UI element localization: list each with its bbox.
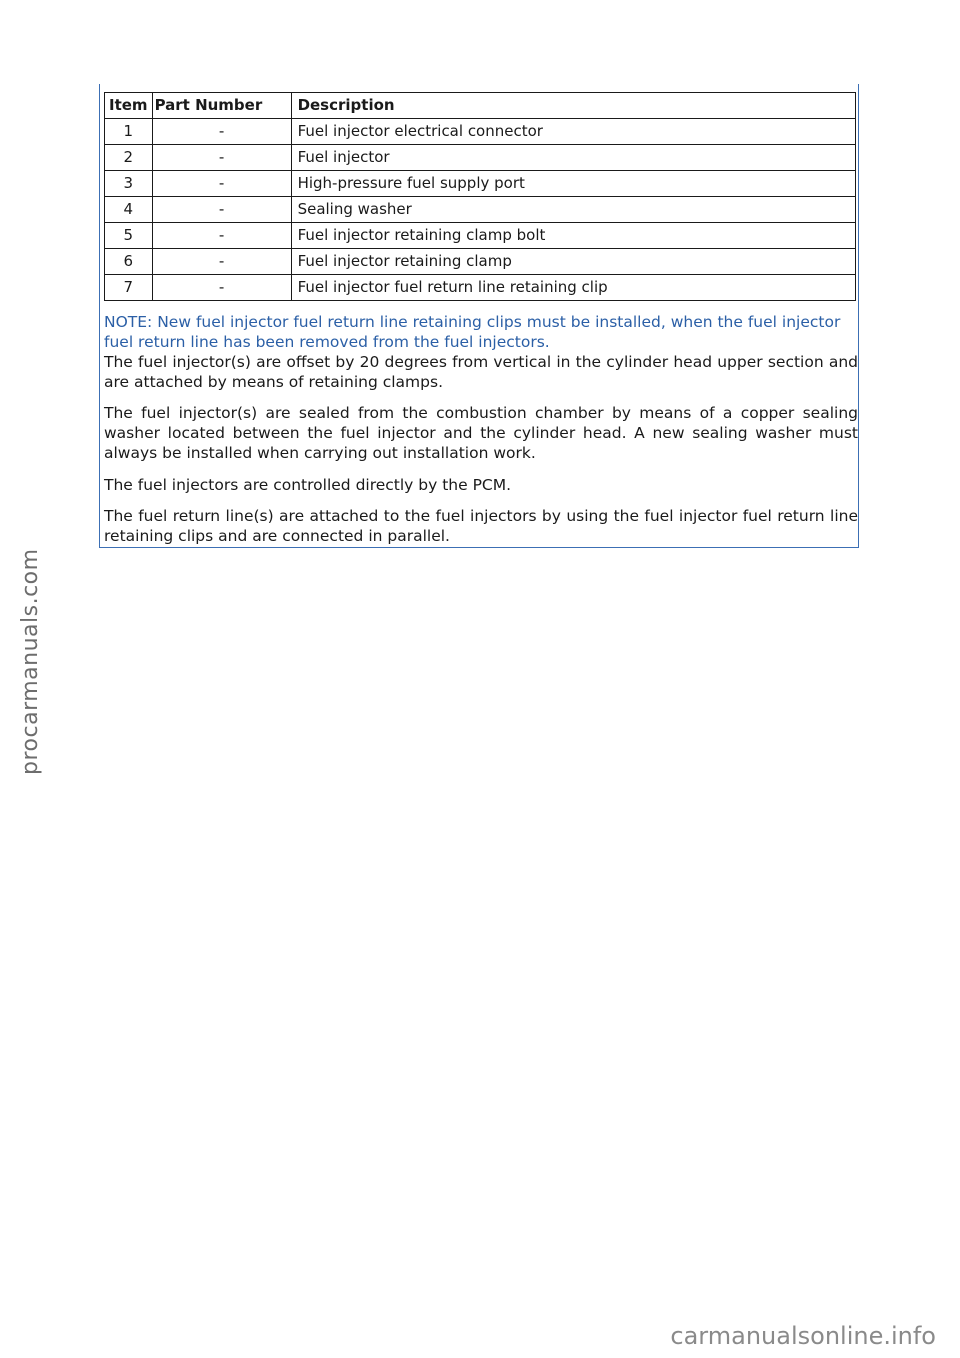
item-cell: 3 (105, 171, 153, 197)
paragraph-pcm-control: The fuel injectors are controlled directly by the PCM. (104, 476, 512, 494)
table-row (105, 249, 856, 275)
paragraph-return-line: The fuel return line(s) are attached to the fuel injectors by using the fuel injector fuel return line retaining clips and are connected in parallel. (104, 507, 858, 545)
table-header-row (105, 93, 856, 119)
part-number-cell: - (152, 249, 291, 275)
table-row (105, 145, 856, 171)
parts-table (104, 92, 856, 301)
table-row (105, 275, 856, 301)
description-cell: Fuel injector retaining clamp (291, 249, 855, 275)
table-row (105, 197, 856, 223)
side-watermark: procarmanuals.com (18, 548, 43, 775)
description-cell: Fuel injector fuel return line retaining clip (291, 275, 855, 301)
column-header-description: Description (291, 93, 855, 119)
installation-note: NOTE: New fuel injector fuel return line retaining clips must be installed, when the fuel injector fuel return line has been removed from the fuel injectors. (104, 313, 841, 351)
table-row (105, 119, 856, 145)
column-header-part-number: Part Number (152, 93, 291, 119)
description-cell: Fuel injector retaining clamp bolt (291, 223, 855, 249)
paragraph-injector-offset: The fuel injector(s) are offset by 20 degrees from vertical in the cylinder head upper section and are attached by means of retaining clamps. (104, 353, 858, 391)
item-cell: 7 (105, 275, 153, 301)
part-number-cell: - (152, 119, 291, 145)
bottom-watermark: carmanualsonline.info (670, 1322, 936, 1350)
description-cell: Sealing washer (291, 197, 855, 223)
item-cell: 2 (105, 145, 153, 171)
table-row (105, 171, 856, 197)
part-number-cell: - (152, 197, 291, 223)
column-header-item: Item (105, 93, 153, 119)
description-cell: Fuel injector (291, 145, 855, 171)
table-row (105, 223, 856, 249)
description-cell: High-pressure fuel supply port (291, 171, 855, 197)
item-cell: 1 (105, 119, 153, 145)
item-cell: 5 (105, 223, 153, 249)
part-number-cell: - (152, 145, 291, 171)
part-number-cell: - (152, 171, 291, 197)
description-cell: Fuel injector electrical connector (291, 119, 855, 145)
part-number-cell: - (152, 275, 291, 301)
part-number-cell: - (152, 223, 291, 249)
item-cell: 4 (105, 197, 153, 223)
paragraph-sealing-washer: The fuel injector(s) are sealed from the combustion chamber by means of a copper sealing washer located between the fuel injector and the cylinder head. A new sealing washer must always be installed when carrying out installation work. (104, 404, 858, 462)
item-cell: 6 (105, 249, 153, 275)
